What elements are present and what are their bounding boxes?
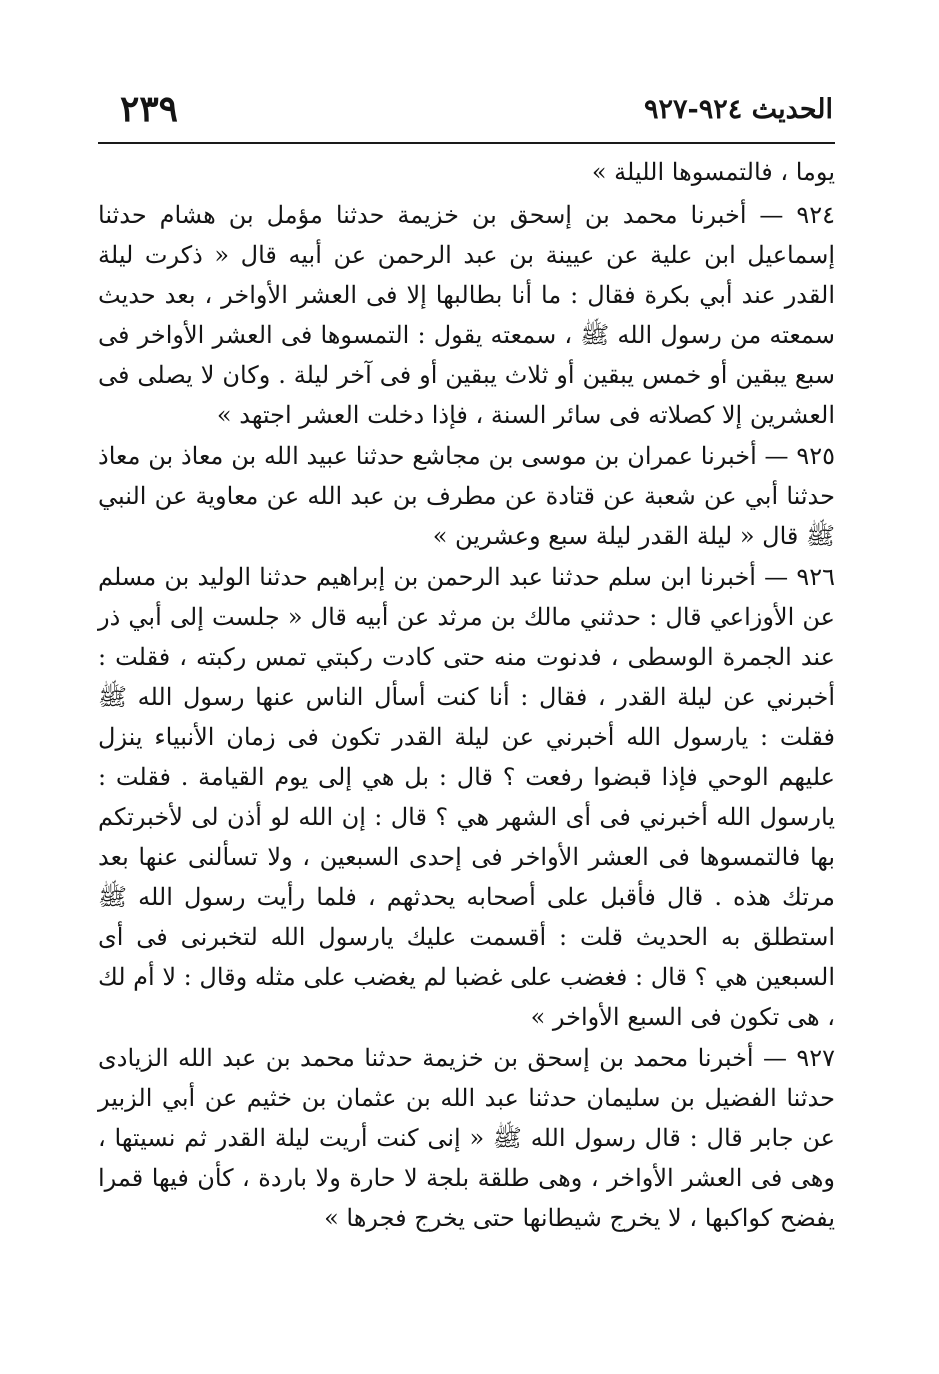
hadith-927: ٩٢٧ — أخبرنا محمد بن إسحق بن خزيمة حدثنا محمد بن عبد الله الزيادى حدثنا الفضيل بن سليمان حدثنا عبد الله بن عثمان بن خثيم عن أبي الزبير عن جابر قال : قال رسول الله ﷺ « إنى كنت أريت ليلة القدر ثم نسيتها ، وهى فى العشر الأواخر ، وهى طلقة بلجة لا حارة ولا باردة ، كأن فيها قمرا يفضح كواكبها ، لا يخرج شيطانها حتى يخرج فجرها » xyxy=(98,1044,835,1232)
page-header xyxy=(98,88,835,144)
page-number: ٢٣٩ xyxy=(120,88,179,130)
hadith-925: ٩٢٥ — أخبرنا عمران بن موسى بن مجاشع حدثنا عبيد الله بن معاذ بن معاذ حدثنا أبي عن شعبة عن قتادة عن مطرف بن عبد الله عن معاوية عن النبي ﷺ قال « ليلة القدر ليلة سبع وعشرين » xyxy=(98,442,835,550)
page-body xyxy=(98,144,835,1238)
running-title: الحديث ٩٢٤-٩٢٧ xyxy=(643,94,833,125)
continuation-line: يوما ، فالتمسوها الليلة » xyxy=(591,158,835,186)
hadith-926: ٩٢٦ — أخبرنا ابن سلم حدثنا عبد الرحمن بن إبراهيم حدثنا الوليد بن مسلم عن الأوزاعي قال : حدثني مالك بن مرثد عن أبيه قال « جلست إلى أبي ذر عند الجمرة الوسطى ، فدنوت منه حتى كادت ركبتي تمس ركبته ، فقلت : أخبرني عن ليلة القدر ، فقال : أنا كنت أسأل الناس عنها رسول الله ﷺ فقلت : يارسول الله أخبرني عن ليلة القدر تكون فى زمان الأنبياء ينزل عليهم الوحي فإذا قبضوا رفعت ؟ قال : بل هي إلى يوم القيامة . فقلت : يارسول الله أخبرني فى أى الشهر هي ؟ قال : إن الله لو أذن لى لأخبرتكم بها فالتمسوها فى العشر الأواخر فى إحدى السبعين ، ولا تسألنى عنها بعد مرتك هذه . قال فأقبل على أصحابه يحدثهم ، فلما رأيت رسول الله ﷺ استطلق به الحديث قلت : أقسمت عليك يارسول الله لتخبرنى فى أى السبعين هي ؟ قال : فغضب على غضبا لم يغضب على مثله وقال : لا أم لك ، هى تكون فى السبع الأواخر » xyxy=(98,563,836,1031)
hadith-924: ٩٢٤ — أخبرنا محمد بن إسحق بن خزيمة حدثنا مؤمل بن هشام حدثنا إسماعيل ابن علية عن عيينة بن عبد الرحمن عن أبيه قال « ذكرت ليلة القدر عند أبي بكرة فقال : ما أنا بطالبها إلا فى العشر الأواخر ، بعد حديث سمعته من رسول الله ﷺ ، سمعته يقول : التمسوها فى العشر الأواخر فى سبع يبقين أو خمس يبقين أو ثلاث يبقين أو فى آخر ليلة . وكان لا يصلى فى العشرين إلا كصلاته فى سائر السنة ، فإذا دخلت العشر اجتهد » xyxy=(98,201,836,429)
